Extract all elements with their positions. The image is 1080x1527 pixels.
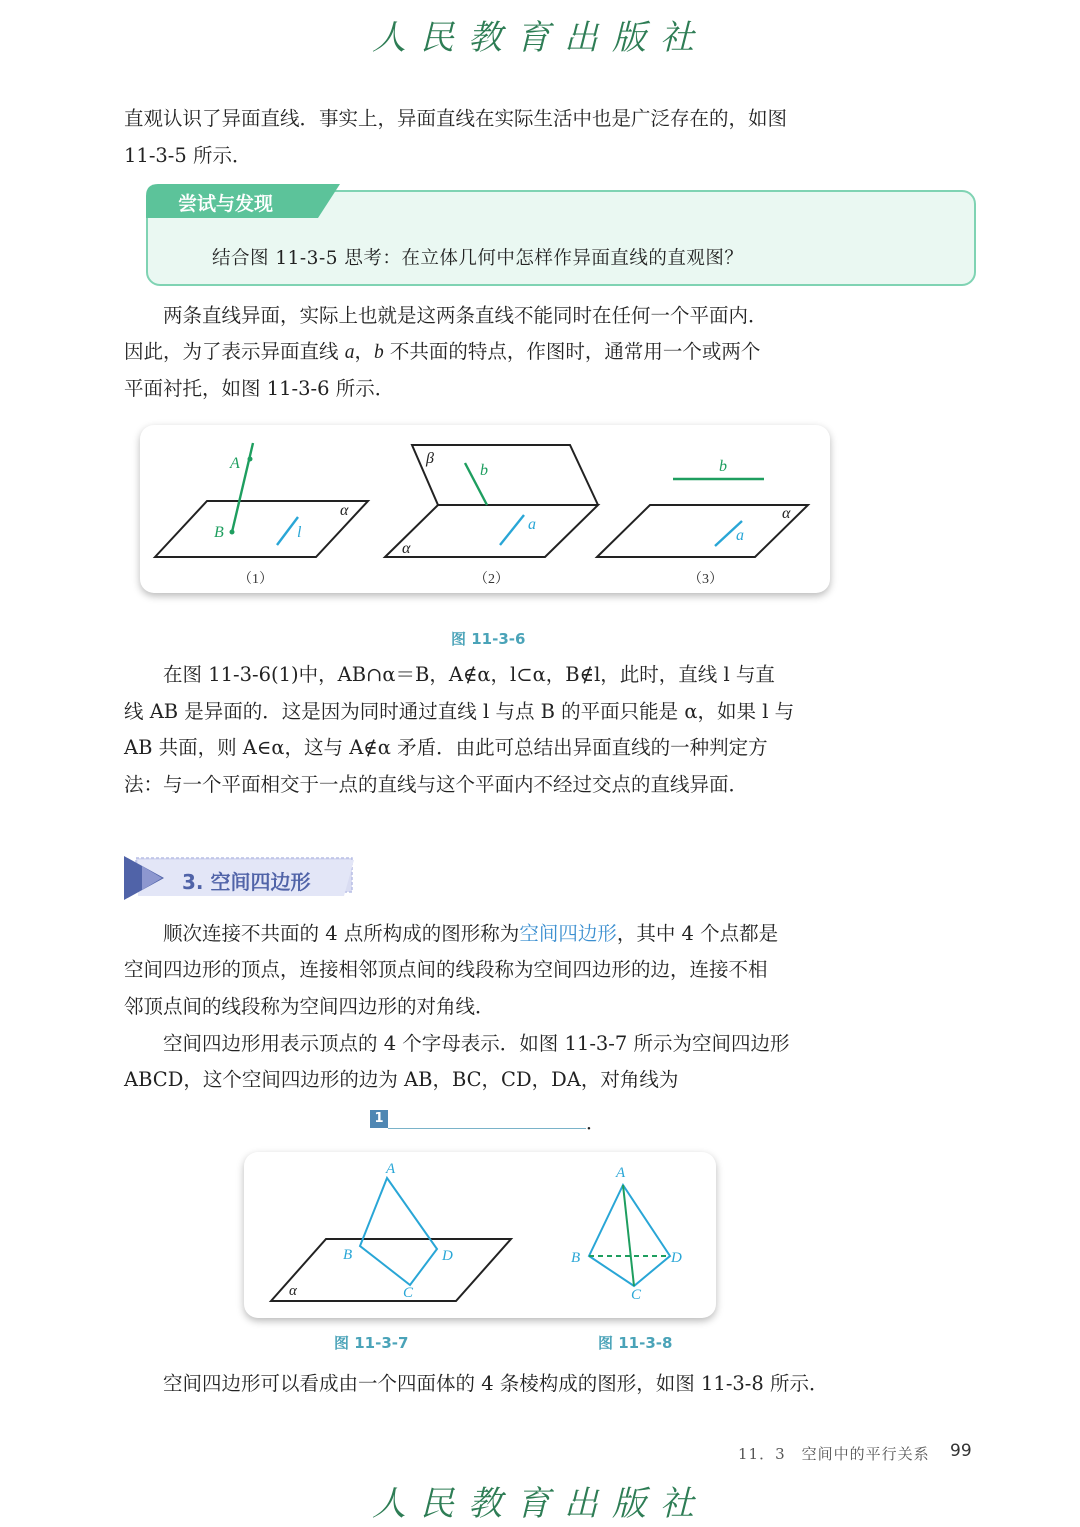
footer-section-title: 11．3 空间中的平行关系 (738, 1445, 930, 1463)
publisher-logo-bottom: 人民教育出版社 (372, 1484, 708, 1524)
blank-end: ． (586, 1112, 606, 1134)
sub-label-3: （3） (688, 572, 723, 587)
para3-line-2: 空间四边形的顶点，连接相邻顶点间的线段称为空间四边形的边，连接不相 (124, 958, 768, 981)
line-l (277, 517, 298, 545)
para1-line-3: 平面衬托，如图 11-3-6 所示． (124, 377, 395, 400)
line-a-2 (500, 515, 524, 545)
quadrilateral-abcd (360, 1178, 437, 1285)
intro-line-2: 11-3-5 所示． (124, 143, 252, 167)
plane-beta (412, 445, 598, 505)
term-spatial-quadrilateral: 空间四边形 (519, 922, 617, 945)
label-alpha-7: α (289, 1283, 297, 1299)
para3-line-3: 邻顶点间的线段称为空间四边形的对角线． (124, 995, 495, 1018)
explore-tab-label: 尝试与发现 (178, 193, 274, 215)
label-d-8: D (671, 1250, 682, 1266)
label-alpha-1: α (340, 502, 349, 519)
para1-line-1: 两条直线异面，实际上也就是这两条直线不能同时在任何一个平面内． (163, 304, 768, 327)
explore-question: 结合图 11-3-5 思考：在立体几何中怎样作异面直线的直观图？ (212, 248, 744, 269)
para3-line-1 (124, 916, 848, 953)
para3-text: 顺次连接不共面的 4 点所构成的图形称为 (163, 922, 520, 945)
section-title: 3. 空间四边形 (182, 870, 311, 894)
para2-line-1: 在图 11-3-6(1)中，AB∩α＝B，A∉α，l⊂α，B∉l，此时，直线 l 与直 (163, 663, 775, 686)
label-b: B (214, 524, 224, 541)
para2-line-4: 法：与一个平面相交于一点的直线与这个平面内不经过交点的直线异面． (124, 773, 749, 796)
plane-alpha-1 (155, 501, 368, 557)
point-b (230, 530, 235, 535)
label-d-7: D (442, 1248, 453, 1264)
label-b-8: B (571, 1250, 581, 1266)
para2-line-3: AB 共面，则 A∈α，这与 A∉α 矛盾．由此可总结出异面直线的一种判定方 (124, 736, 768, 759)
label-b-3: b (719, 458, 727, 475)
point-a (248, 457, 253, 462)
label-a: A (230, 455, 240, 472)
label-beta: β (426, 450, 434, 467)
sub-label-1: （1） (238, 572, 273, 587)
paragraph-skew-representation (124, 298, 848, 335)
label-a-2: a (528, 516, 536, 533)
label-c-7: C (403, 1285, 414, 1301)
figure-11-3-8-caption: 图 11-3-8 (598, 1334, 673, 1352)
para4-line-1: 空间四边形用表示顶点的 4 个字母表示．如图 11-3-7 所示为空间四边形 (163, 1032, 790, 1055)
blank-number-badge: 1 (370, 1110, 388, 1128)
label-c-8: C (631, 1287, 642, 1303)
publisher-logo-top: 人民教育出版社 (372, 18, 708, 58)
page-number: 99 (950, 1441, 972, 1461)
label-b-7: B (343, 1247, 353, 1263)
para1-text: 因此，为了表示异面直线 (124, 340, 345, 363)
label-a-8: A (616, 1165, 626, 1181)
fill-in-blank[interactable] (388, 1128, 586, 1129)
label-l: l (297, 524, 302, 541)
figure-11-3-7-caption: 图 11-3-7 (334, 1334, 409, 1352)
comma: ， (354, 340, 374, 363)
plane-alpha-2 (385, 505, 598, 557)
para1-text-2: 不共面的特点，作图时，通常用一个或两个 (383, 340, 761, 363)
var-b: b (373, 342, 384, 363)
label-a-3: a (736, 527, 744, 544)
label-a-7: A (386, 1161, 396, 1177)
para5-line-1: 空间四边形可以看成由一个四面体的 4 条棱构成的图形，如图 11-3-8 所示． (163, 1372, 829, 1395)
para4-line-2: ABCD，这个空间四边形的边为 AB，BC，CD，DA，对角线为 (124, 1068, 679, 1091)
intro-line-1: 直观认识了异面直线．事实上，异面直线在实际生活中也是广泛存在的，如图 (124, 107, 788, 130)
label-b-2: b (480, 462, 488, 479)
figure-11-3-6-caption: 图 11-3-6 (451, 630, 526, 648)
para3-text-2: ，其中 4 个点都是 (616, 922, 779, 945)
para1-line-2 (124, 334, 848, 372)
figure-11-3-7-8 (244, 1152, 716, 1318)
label-alpha-3: α (782, 505, 791, 522)
figure-11-3-6 (140, 425, 830, 593)
sub-label-2: （2） (474, 572, 509, 587)
plane-alpha-3 (597, 505, 808, 557)
var-a: a (344, 342, 355, 363)
label-alpha-2: α (402, 540, 411, 557)
para2-line-2: 线 AB 是异面的．这是因为同时通过直线 l 与点 B 的平面只能是 α，如果 l 与 (124, 700, 795, 723)
intro-paragraph (124, 101, 848, 174)
